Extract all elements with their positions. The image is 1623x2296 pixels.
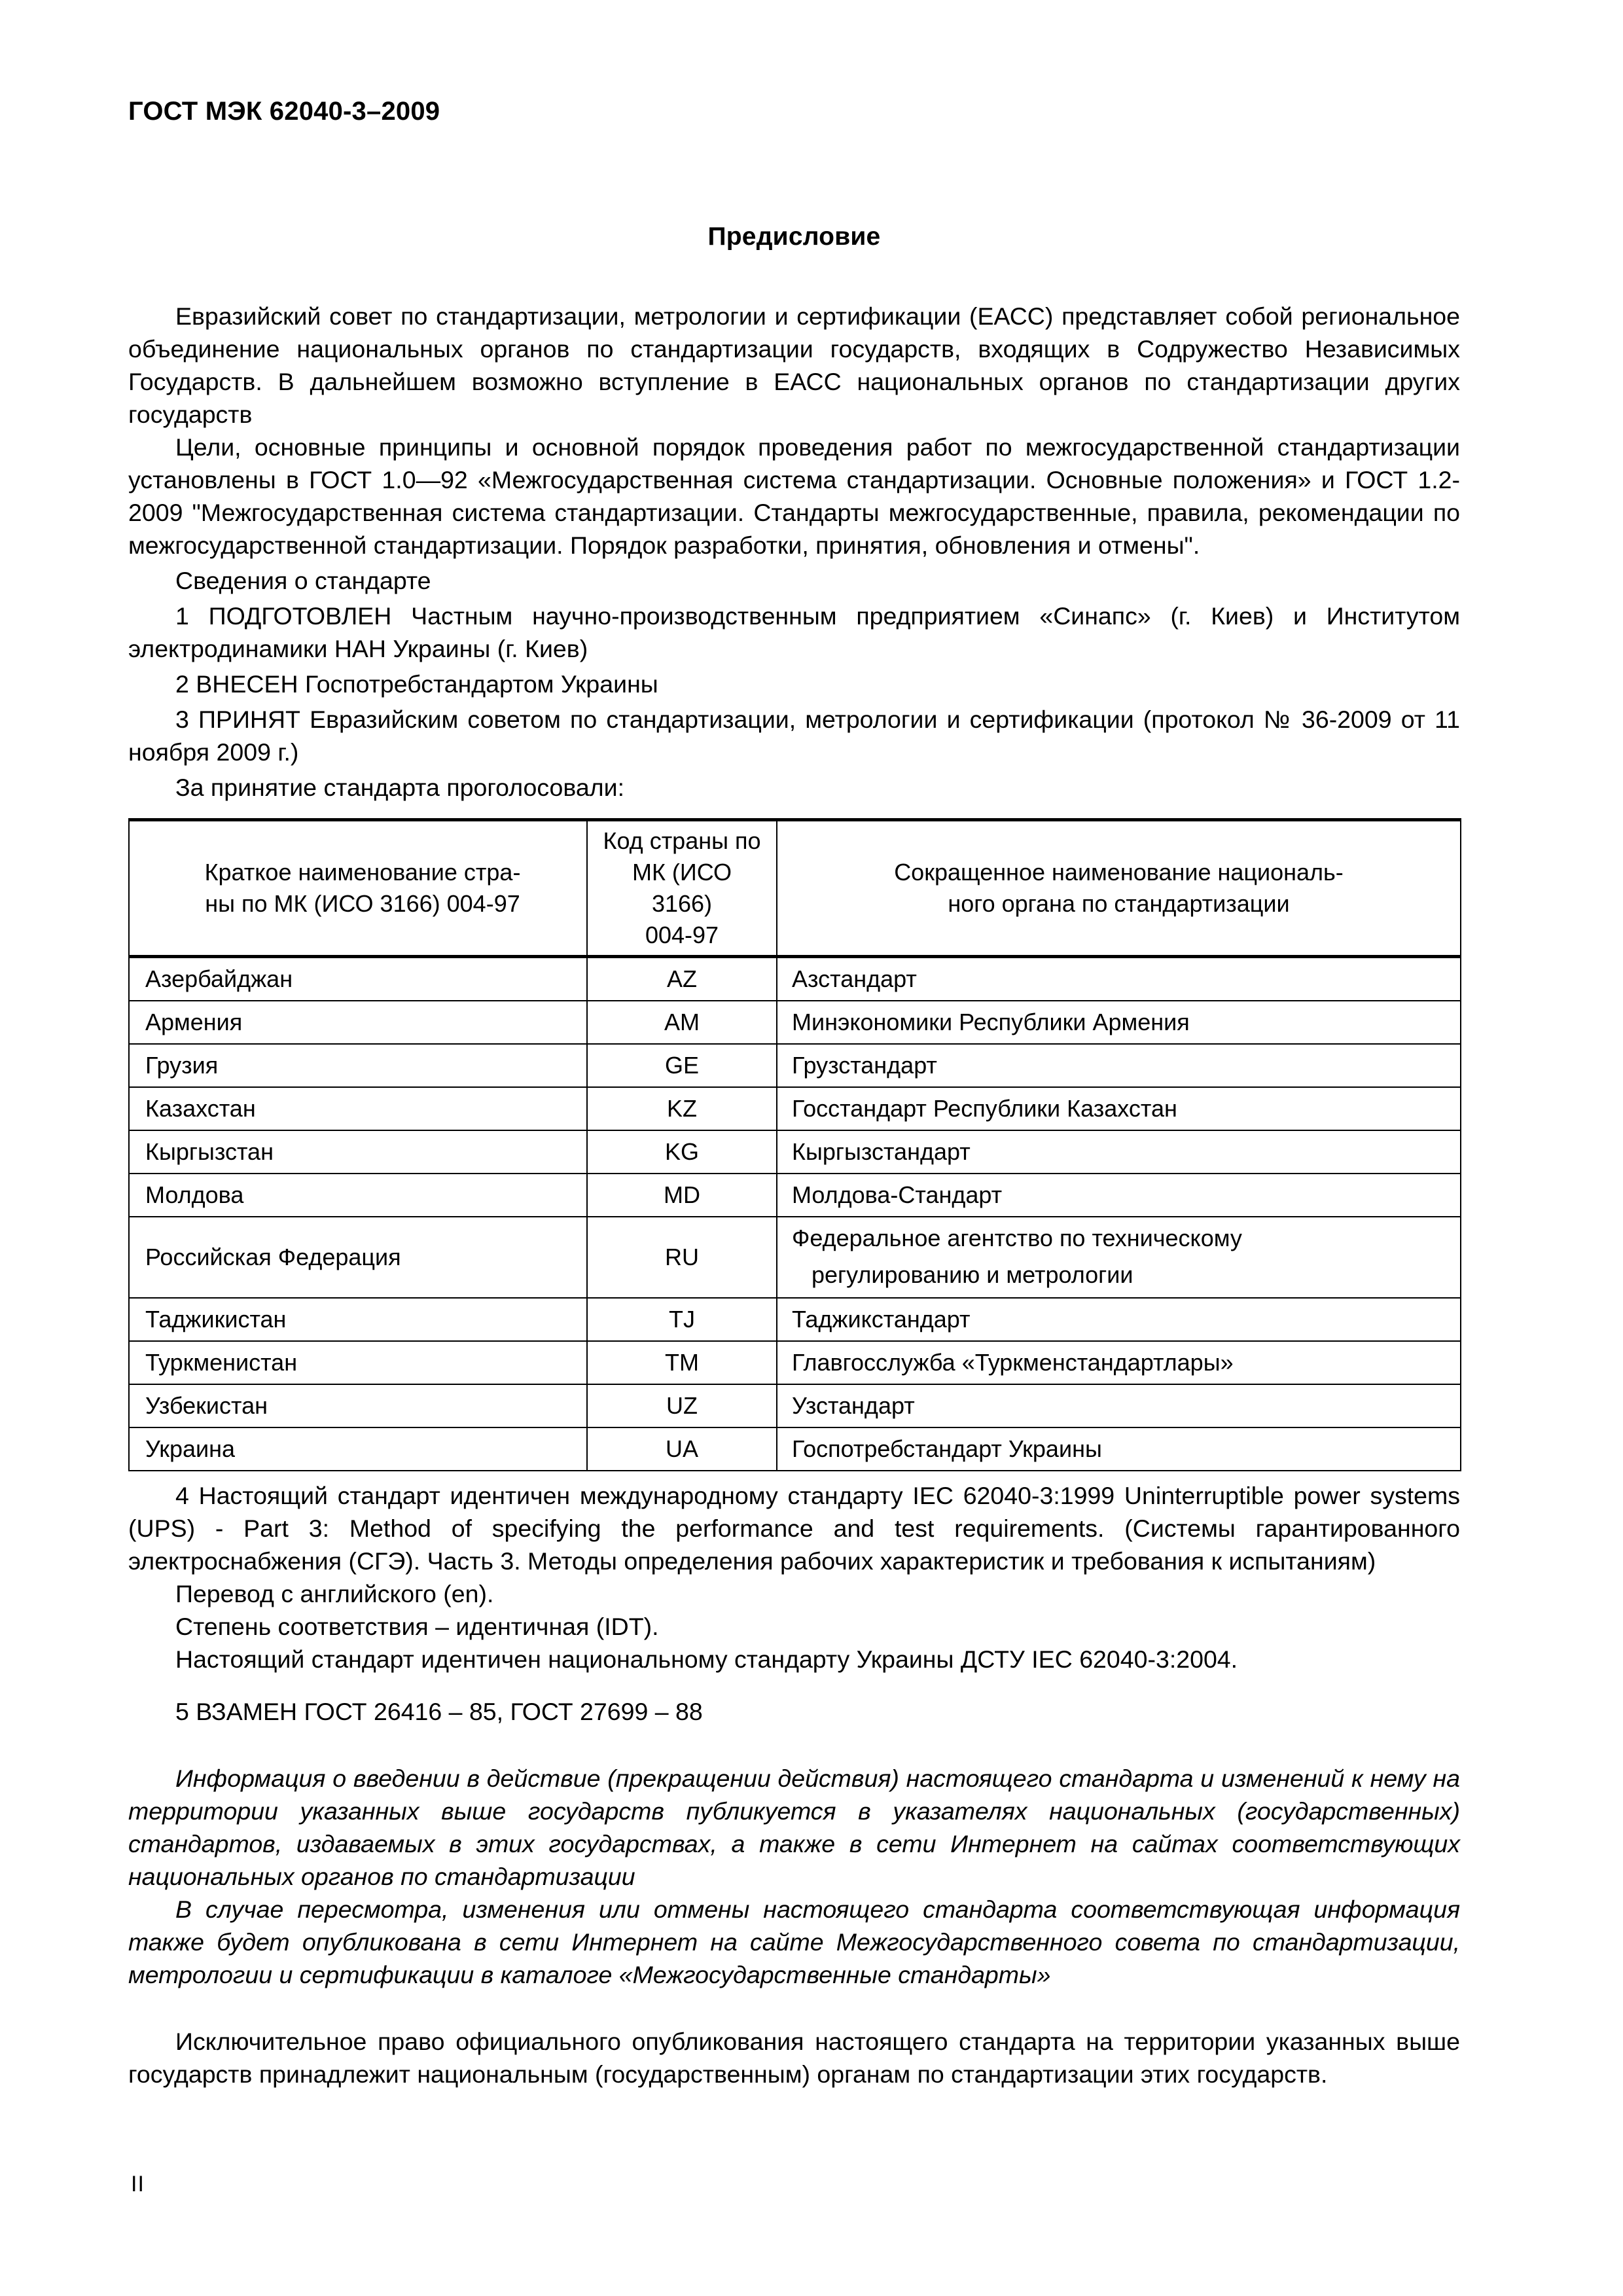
cell-country-name: Туркменистан: [129, 1341, 587, 1384]
table-row: [129, 1130, 1461, 1174]
table-intro-text: За принятие стандарта проголосовали:: [175, 774, 625, 801]
paragraph-gost-principles: Цели, основные принципы и основной порядок проведения работ по межгосударственной стандартизации установлены в ГОСТ 1.0—92 «Межгосударственная система стандартизации. Основные положения» и ГОСТ 1.2-2009 "Межгосударственная система стандартизации. Стандарты межгосударственные, правила, рекомендации по межгосударственной стандартизации. Порядок разработки, принятия, обновления и отмены".: [128, 433, 1460, 559]
cell-country-name: Армения: [129, 1001, 587, 1044]
cell-national-body: Госпотребстандарт Украины: [777, 1427, 1461, 1471]
cell-national-body-line2: регулированию и метрологии: [812, 1261, 1133, 1288]
cell-country-name: Украина: [129, 1427, 587, 1471]
cell-country-code: AZ: [587, 957, 777, 1001]
cell-national-body: [777, 1217, 1461, 1298]
table-row: [129, 1044, 1461, 1087]
column-header-country-code-line1: Код страны по: [603, 827, 761, 854]
cell-country-code: AM: [587, 1001, 777, 1044]
cell-national-body: Минэкономики Республики Армения: [777, 1001, 1461, 1044]
page-content: [128, 223, 1460, 2090]
cell-national-body-line1: Федеральное агентство по техническому: [792, 1225, 1242, 1251]
cell-country-name: Кыргызстан: [129, 1130, 587, 1174]
cell-national-body: Госстандарт Республики Казахстан: [777, 1087, 1461, 1130]
cell-country-name: Молдова: [129, 1174, 587, 1217]
column-header-country-name-line1: Краткое наименование стра-: [204, 859, 521, 886]
cell-country-code: RU: [587, 1217, 777, 1298]
table-header-row: [129, 820, 1461, 957]
cell-country-name: Российская Федерация: [129, 1217, 587, 1298]
table-row: [129, 1087, 1461, 1130]
subheading-standard-info: Сведения о стандарте: [175, 567, 431, 594]
cell-country-code: MD: [587, 1174, 777, 1217]
list-item-5-replaces: 5 ВЗАМЕН ГОСТ 26416 – 85, ГОСТ 27699 – 88: [175, 1698, 703, 1725]
column-header-national-body-line1: Сокращенное наименование националь-: [894, 859, 1344, 886]
cell-country-name: Грузия: [129, 1044, 587, 1087]
cell-national-body: Молдова-Стандарт: [777, 1174, 1461, 1217]
column-header-country-name-line2: ны по МК (ИСО 3166) 004-97: [205, 890, 520, 917]
column-header-country-code-line3: 004-97: [645, 922, 719, 948]
conformity-degree-note: Степень соответствия – идентичная (IDT).: [175, 1613, 659, 1640]
table-body: [129, 957, 1461, 1471]
table-row: [129, 1001, 1461, 1044]
cell-country-code: GE: [587, 1044, 777, 1087]
table-header: [129, 820, 1461, 957]
translation-note: Перевод с английского (en).: [175, 1580, 494, 1607]
italic-note-revision-info: В случае пересмотра, изменения или отмены настоящего стандарта соответствующая информация также будет опубликована в сети Интернет на сайте Межгосударственного совета по стандартизации, метрологии и сертификации в каталоге «Межгосударственные стандарты»: [128, 1895, 1460, 1988]
cell-national-body: Азстандарт: [777, 957, 1461, 1001]
cell-country-name: Таджикистан: [129, 1298, 587, 1341]
cell-national-body: Узстандарт: [777, 1384, 1461, 1427]
closing-paragraph-exclusive-right: Исключительное право официального опубликования настоящего стандарта на территории указанных выше государств принадлежит национальным (государственным) органам по стандартизации этих государств.: [128, 2028, 1460, 2088]
paragraph-eacc-description: Евразийский совет по стандартизации, метрологии и сертификации (ЕАСС) представляет собой региональное объединение национальных органов по стандартизации государств, входящих в Содружество Независимых Государств. В дальнейшем возможно вступление в ЕАСС национальных органов по стандартизации других государств: [128, 302, 1460, 428]
cell-country-code: KG: [587, 1130, 777, 1174]
page-number: II: [131, 2172, 145, 2197]
list-item-3-adopted-by: 3 ПРИНЯТ Евразийским советом по стандартизации, метрологии и сертификации (протокол № 36-2009 от 11 ноября 2009 г.): [128, 706, 1460, 766]
list-item-4-iec-identity: 4 Настоящий стандарт идентичен международному стандарту IEC 62040-3:1999 Uninterruptible power systems (UPS) - Part 3: Method of specifying the performance and test requirements. (Системы гарантированного электроснабжения (СГЭ). Часть 3. Методы определения рабочих характеристик и требования к испытаниям): [128, 1482, 1460, 1575]
cell-national-body: Грузстандарт: [777, 1044, 1461, 1087]
table-row: [129, 1217, 1461, 1298]
table-row: [129, 1427, 1461, 1471]
table-row: [129, 1341, 1461, 1384]
cell-country-name: Казахстан: [129, 1087, 587, 1130]
list-item-1-prepared-by: 1 ПОДГОТОВЛЕН Частным научно-производственным предприятием «Синапс» (г. Киев) и Институтом электродинамики НАН Украины (г. Киев): [128, 602, 1460, 662]
cell-national-body: Главгосслужба «Туркменстандартлары»: [777, 1341, 1461, 1384]
cell-country-name: Узбекистан: [129, 1384, 587, 1427]
cell-country-code: TJ: [587, 1298, 777, 1341]
running-head: ГОСТ МЭК 62040-3–2009: [128, 97, 440, 126]
column-header-country-name: [129, 820, 587, 957]
column-header-country-code: [587, 820, 777, 957]
table-row: [129, 1174, 1461, 1217]
table-row: [129, 1384, 1461, 1427]
cell-country-name: Азербайджан: [129, 957, 587, 1001]
national-equivalent-note: Настоящий стандарт идентичен национальному стандарту Украины ДСТУ IEC 62040-3:2004.: [175, 1645, 1238, 1673]
cell-country-code: KZ: [587, 1087, 777, 1130]
voting-countries-table: [128, 818, 1461, 1471]
table-row: [129, 957, 1461, 1001]
column-header-national-body-line2: ного органа по стандартизации: [948, 890, 1290, 917]
list-item-2-submitted-by: 2 ВНЕСЕН Госпотребстандартом Украины: [175, 670, 658, 698]
column-header-country-code-line2: МК (ИСО 3166): [632, 859, 732, 917]
cell-national-body: Таджикстандарт: [777, 1298, 1461, 1341]
cell-country-code: TM: [587, 1341, 777, 1384]
cell-country-code: UZ: [587, 1384, 777, 1427]
italic-note-publication-info: Информация о введении в действие (прекращении действия) настоящего стандарта и изменений к нему на территории указанных выше государств публикуется в указателях национальных (государственных) стандартов, издаваемых в этих государствах, а также в сети Интернет на сайтах соответствующих национальных органов по стандартизации: [128, 1765, 1460, 1890]
cell-national-body: Кыргызстандарт: [777, 1130, 1461, 1174]
page-title: Предисловие: [707, 223, 881, 251]
column-header-national-body: [777, 820, 1461, 957]
table-row: [129, 1298, 1461, 1341]
cell-country-code: UA: [587, 1427, 777, 1471]
